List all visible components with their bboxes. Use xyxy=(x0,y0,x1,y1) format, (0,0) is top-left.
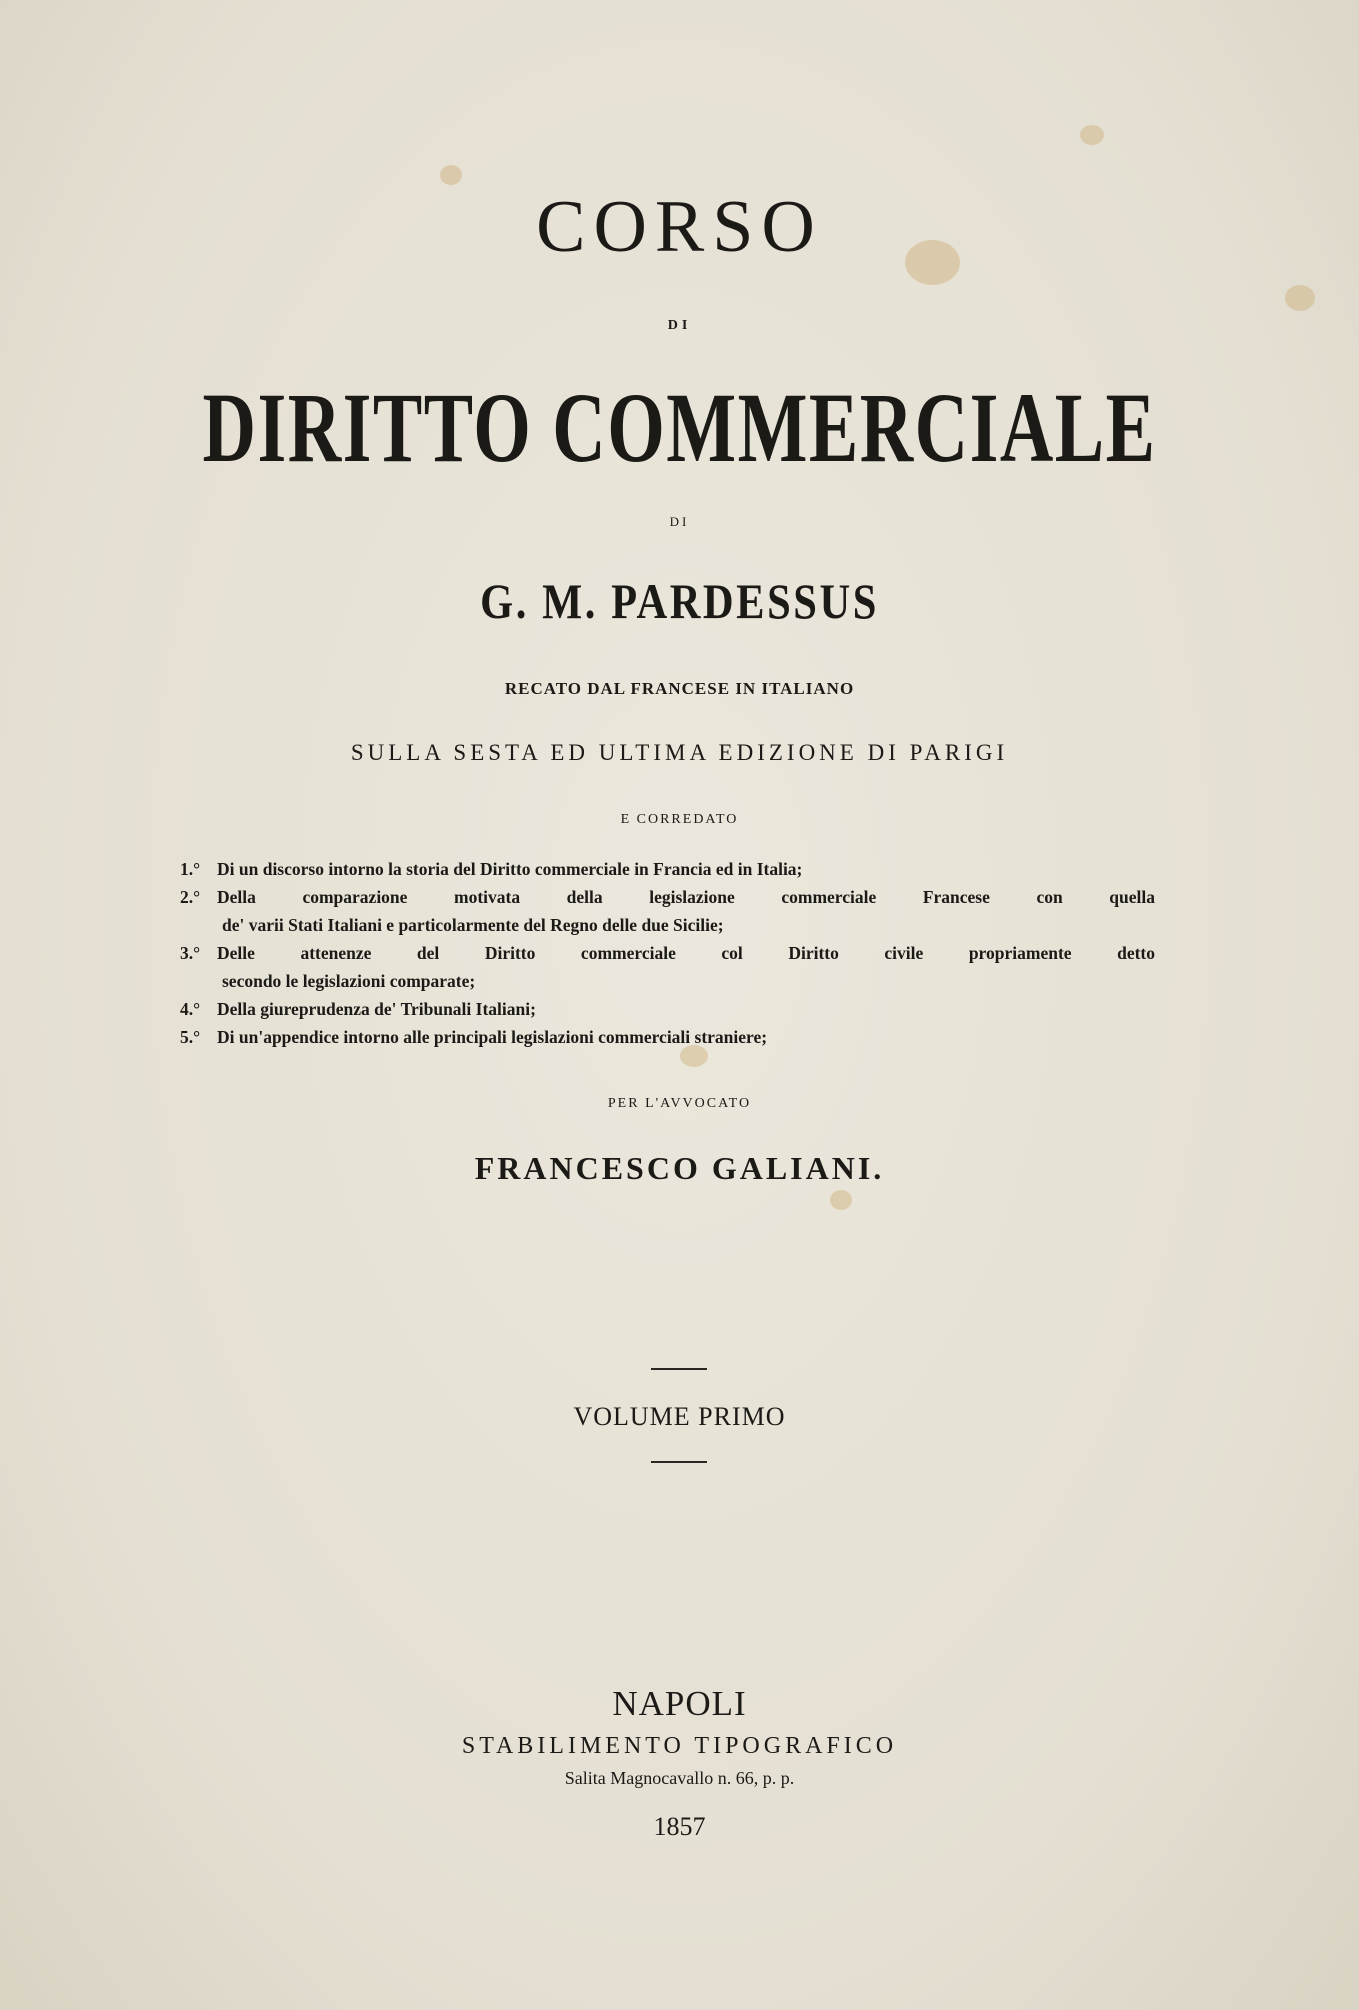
item-text: Di un discorso intorno la storia del Diritto commerciale in Francia ed in Italia; xyxy=(217,859,803,879)
list-item xyxy=(180,1023,1155,1051)
divider-bottom xyxy=(651,1461,707,1463)
divider-top xyxy=(651,1368,707,1370)
title-line-corso: CORSO xyxy=(536,186,823,268)
author-name: G. M. PARDESSUS xyxy=(480,573,879,629)
foxing-spot xyxy=(440,165,462,185)
imprint-year: 1857 xyxy=(653,1812,706,1841)
item-continuation: secondo le legislazioni comparate; xyxy=(222,971,476,991)
title-connector-di: DI xyxy=(667,318,692,333)
author-connector-di: DI xyxy=(669,514,690,529)
imprint-address: Salita Magnocavallo n. 66, p. p. xyxy=(564,1768,795,1788)
item-number: 5.° xyxy=(180,1027,201,1047)
item-number: 4.° xyxy=(180,999,201,1019)
item-text: Della comparazione motivata della legislazione commerciale Francese con quella xyxy=(217,887,1155,907)
volume-label: VOLUME PRIMO xyxy=(573,1402,786,1431)
item-continuation: de' varii Stati Italiani e particolarmente del Regno delle due Sicilie; xyxy=(222,915,724,935)
translator-name: FRANCESCO GALIANI. xyxy=(474,1150,885,1186)
foxing-spot xyxy=(830,1190,852,1210)
title-main: DIRITTO COMMERCIALE xyxy=(202,372,1157,483)
item-number: 1.° xyxy=(180,859,201,879)
translator-label: PER L'AVVOCATO xyxy=(607,1096,752,1111)
contents-list xyxy=(180,855,1155,1051)
item-text: Della giureprudenza de' Tribunali Italiani; xyxy=(217,999,536,1019)
item-number: 2.° xyxy=(180,887,201,907)
item-text: Di un'appendice intorno alle principali legislazioni commerciali straniere; xyxy=(217,1027,768,1047)
list-item xyxy=(180,855,1155,883)
list-item xyxy=(180,995,1155,1023)
imprint-city: NAPOLI xyxy=(612,1684,747,1723)
list-item xyxy=(180,939,1155,967)
translation-note: RECATO DAL FRANCESE IN ITALIANO xyxy=(504,679,855,698)
foxing-spot xyxy=(1285,285,1315,311)
foxing-spot xyxy=(1080,125,1104,145)
corredato-label: E CORREDATO xyxy=(620,812,739,827)
item-text: Delle attenenze del Diritto commerciale col Diritto civile propriamente detto xyxy=(217,943,1155,963)
list-item xyxy=(180,883,1155,911)
item-number: 3.° xyxy=(180,943,201,963)
imprint-press: STABILIMENTO TIPOGRAFICO xyxy=(461,1733,898,1759)
edition-note: SULLA SESTA ED ULTIMA EDIZIONE DI PARIGI xyxy=(350,740,1009,765)
